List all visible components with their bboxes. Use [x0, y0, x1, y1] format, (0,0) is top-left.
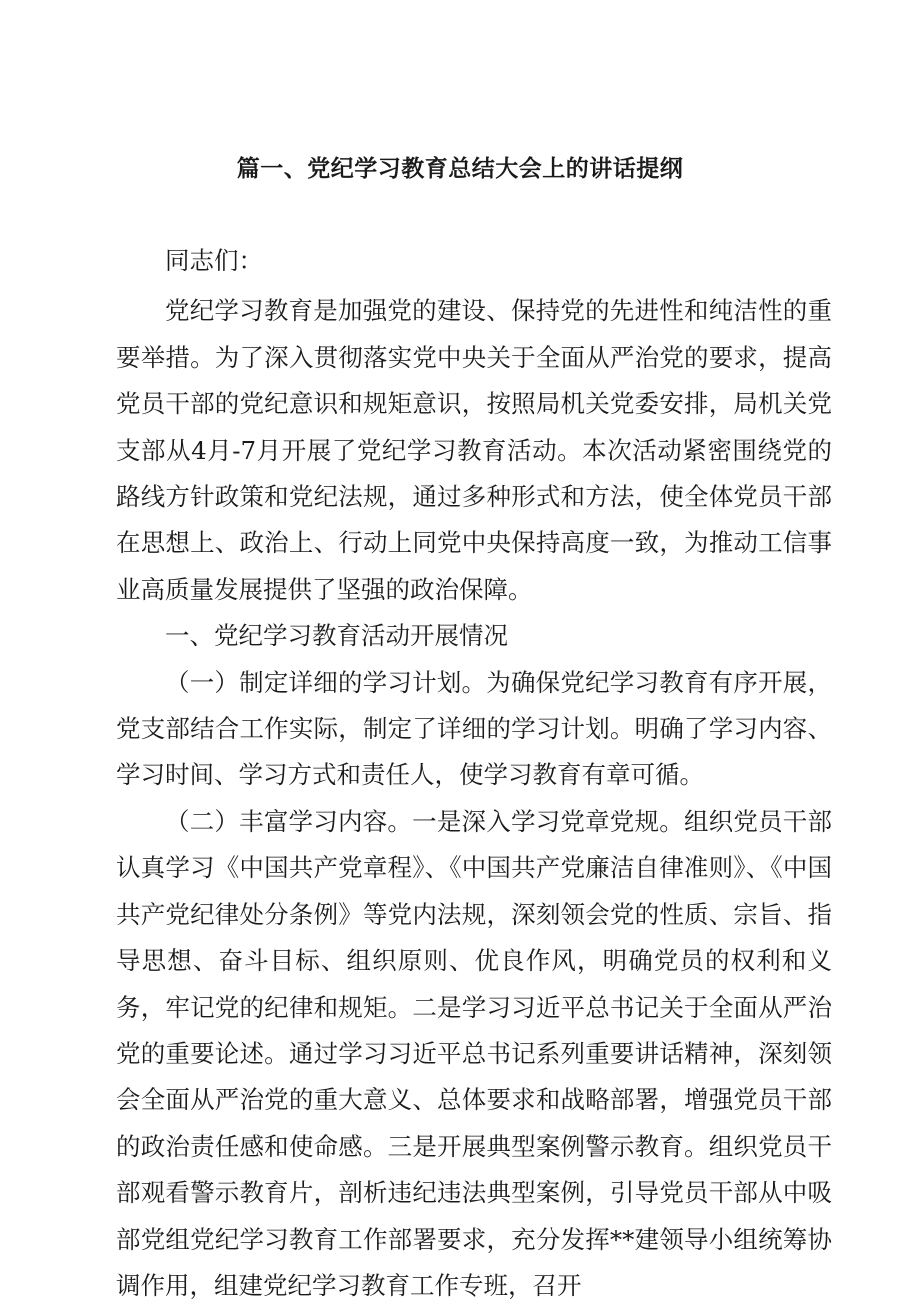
section-item-1: （一）制定详细的学习计划。为确保党纪学习教育有序开展，党支部结合工作实际，制定了详细的学习计划。明确了学习内容、学习时间、学习方式和责任人，使学习教育有章可循。 — [116, 667, 832, 790]
intro-paragraph: 党纪学习教育是加强党的建设、保持党的先进性和纯洁性的重要举措。为了深入贯彻落实党中央关于全面从严治党的要求，提高党员干部的党纪意识和规矩意识，按照局机关党委安排，局机关党支部从4月-7月开展了党纪学习教育活动。本次活动紧密围绕党的路线方针政策和党纪法规，通过多种形式和方法，使全体党员干部在思想上、政治上、行动上同党中央保持高度一致，为推动工信事业高质量发展提供了坚强的政治保障。 — [116, 296, 832, 604]
greeting: 同志们： — [165, 246, 263, 275]
document-title: 篇一、党纪学习教育总结大会上的讲话提纲 — [236, 156, 684, 182]
document-body — [116, 238, 832, 1309]
section-heading: 一、党纪学习教育活动开展情况 — [165, 621, 508, 651]
section-item-2: （二）丰富学习内容。一是深入学习党章党规。组织党员干部认真学习《中国共产党章程》、《中国共产党廉洁自律准则》、《中国共产党纪律处分条例》等党内法规，深刻领会党的性质、宗旨、指导思想、奋斗目标、组织原则、优良作风，明确党员的权利和义务，牢记党的纪律和规矩。二是学习习近平总书记关于全面从严治党的重要论述。通过学习习近平总书记系列重要讲话精神，深刻领会全面从严治党的重大意义、总体要求和战略部署，增强党员干部的政治责任感和使命感。三是开展典型案例警示教育。组织党员干部观看警示教育片，剖析违纪违法典型案例，引导党员干部从中吸部党组党纪学习教育工作部署要求，充分发挥**建领导小组统筹协调作用，组建党纪学习教育工作专班，召开 — [116, 806, 832, 1300]
